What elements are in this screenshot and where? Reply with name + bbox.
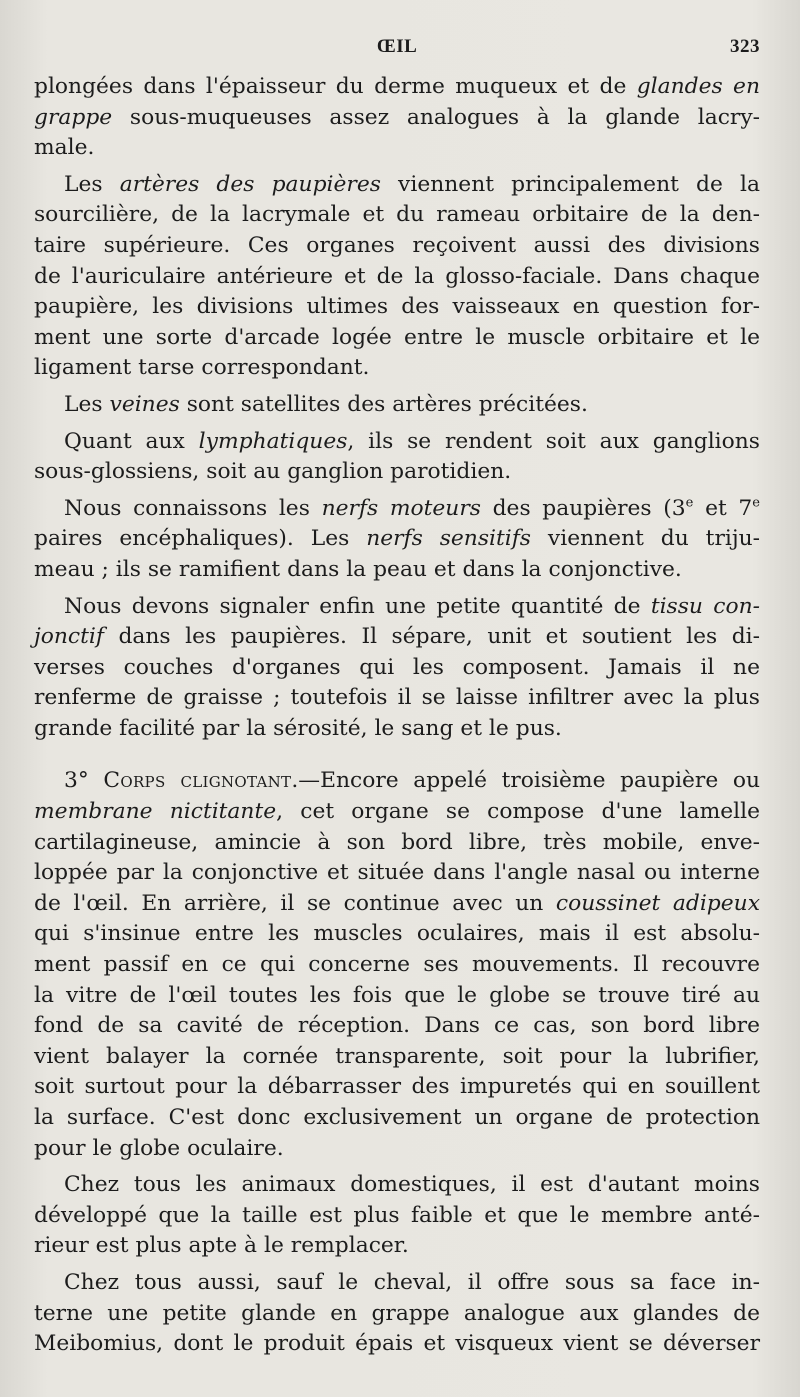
text-line: cartilagineuse, amincie à son bord libre, très mobile, enve- — [34, 829, 760, 855]
text-line: renferme de graisse ; toutefois il se laisse infiltrer avec la plus — [34, 685, 760, 711]
text-line: Nous devons signaler enfin une petite quantité de tissu con- — [64, 593, 760, 619]
text-line: loppée par la conjonctive et située dans l'angle nasal ou interne — [34, 860, 760, 886]
paragraph — [34, 494, 760, 586]
text-line: fond de sa cavité de réception. Dans ce cas, son bord libre — [34, 1013, 760, 1039]
paragraph — [34, 1268, 760, 1360]
text-line: verses couches d'organes qui les composent. Jamais il ne — [34, 654, 760, 680]
text-line: de l'auriculaire antérieure et de la glosso-faciale. Dans chaque — [34, 263, 760, 289]
text-line: 3° Corps clignotant.—Encore appelé troisième paupière ou — [64, 768, 760, 794]
text-line: paupière, les divisions ultimes des vaisseaux en question for- — [34, 294, 760, 320]
text-line: qui s'insinue entre les muscles oculaires, mais il est absolu- — [34, 921, 760, 947]
paragraph — [34, 72, 760, 164]
text-line: Nous connaissons les nerfs moteurs des paupières (3e et 7e — [64, 495, 761, 521]
text-line: pour le globe oculaire. — [34, 1135, 284, 1161]
text-line: rieur est plus apte à le remplacer. — [34, 1233, 409, 1259]
text-line: plongées dans l'épaisseur du derme muqueux et de glandes en — [34, 74, 760, 99]
text-line: ment une sorte d'arcade logée entre le muscle orbitaire et le — [34, 324, 760, 350]
text-line: male. — [34, 135, 95, 161]
paragraph — [34, 390, 760, 421]
text-line: soit surtout pour la débarrasser des impuretés qui en souillent — [34, 1074, 760, 1100]
header-title: ŒIL — [376, 36, 418, 57]
text-line: taire supérieure. Ces organes reçoivent aussi des divisions — [34, 232, 760, 258]
text-line: jonctif dans les paupières. Il sépare, unit et soutient les di- — [34, 624, 760, 650]
text-line: Chez tous aussi, sauf le cheval, il offre sous sa face in- — [64, 1269, 760, 1295]
text-line: grappe sous-muqueuses assez analogues à la glande lacry- — [34, 104, 760, 130]
text-line: grande facilité par la sérosité, le sang et le pus. — [34, 715, 562, 741]
text-line: vient balayer la cornée transparente, soit pour la lubrifier, — [34, 1043, 760, 1069]
text-line: Meibomius, dont le produit épais et visqueux vient se déverser — [34, 1331, 760, 1357]
page-number: 323 — [730, 36, 760, 57]
text-line: la surface. C'est donc exclusivement un organe de protection — [34, 1105, 760, 1130]
text-line: ligament tarse correspondant. — [34, 355, 370, 381]
paragraph — [34, 427, 760, 488]
text-line: sous-glossiens, soit au ganglion parotidien. — [34, 459, 512, 485]
body-text — [34, 72, 760, 1360]
text-line: la vitre de l'œil toutes les fois que le globe se trouve tiré au — [34, 982, 760, 1008]
text-line: paires encéphaliques). Les nerfs sensitifs viennent du triju- — [34, 526, 760, 552]
running-header — [34, 36, 760, 72]
paragraph — [34, 592, 760, 745]
text-line: Les artères des paupières viennent principalement de la — [64, 171, 760, 197]
text-line: Chez tous les animaux domestiques, il est d'autant moins — [64, 1172, 760, 1198]
text-line: Quant aux lymphatiques, ils se rendent soit aux ganglions — [64, 428, 760, 454]
paragraph — [34, 170, 760, 384]
text-line: membrane nictitante, cet organe se compose d'une lamelle — [34, 799, 760, 825]
text-line: Les veines sont satellites des artères précitées. — [64, 391, 588, 417]
text-line: meau ; ils se ramifient dans la peau et dans la conjonctive. — [34, 556, 682, 582]
text-line: sourcilière, de la lacrymale et du rameau orbitaire de la den- — [34, 202, 760, 228]
text-line: de l'œil. En arrière, il se continue avec un coussinet adipeux — [34, 890, 760, 916]
text-line: développé que la taille est plus faible et que le membre anté- — [34, 1202, 760, 1228]
text-line: terne une petite glande en grappe analogue aux glandes de — [34, 1300, 760, 1326]
paragraph — [34, 1170, 760, 1262]
section-corps-clignotant — [34, 766, 760, 1164]
text-line: ment passif en ce qui concerne ses mouvements. Il recouvre — [34, 952, 760, 978]
